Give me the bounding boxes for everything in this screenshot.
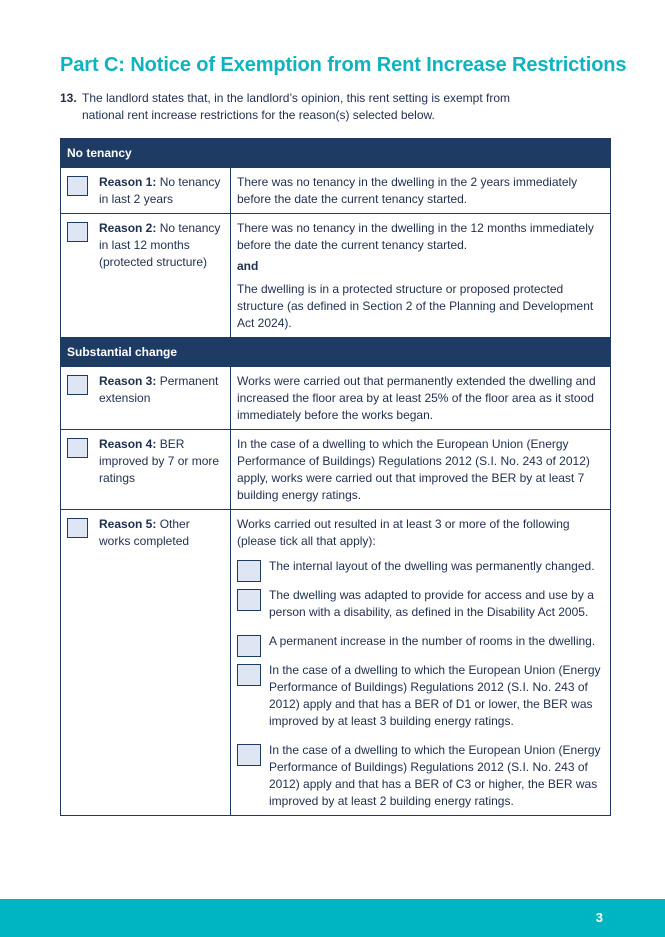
section-header-no-tenancy — [61, 139, 611, 168]
reason-5-name: Reason 5: — [99, 517, 157, 531]
section-header-substantial-change — [61, 338, 611, 367]
reason-3-name: Reason 3: — [99, 374, 157, 388]
option-label: In the case of a dwelling to which the European Union (Energy Performance of Buildings) Regulations 2012 (S.I. No. 243 of 2012) apply and that has a BER of C3 or higher, the BER was improved by at least 2 building energy ratings. — [269, 743, 601, 808]
option-checkbox[interactable] — [237, 589, 261, 611]
reason-3-row — [61, 367, 611, 430]
option-checkbox[interactable] — [237, 664, 261, 686]
reason-2-description-cell — [231, 214, 611, 338]
option-checkbox[interactable] — [237, 744, 261, 766]
section-heading: No tenancy — [61, 139, 611, 168]
reason-3-cell — [61, 367, 231, 430]
reason-5-option-disability-access — [237, 587, 604, 621]
reason-2-cell — [61, 214, 231, 338]
reason-2-checkbox[interactable] — [67, 222, 88, 242]
reason-3-label: Permanent extension — [99, 374, 219, 405]
reason-2-description-2: The dwelling is in a protected structure or proposed protected structure (as defined in Section 2 of the Planning and Development Act 2024). — [237, 282, 594, 330]
exemption-table — [60, 138, 611, 816]
reason-1-description: There was no tenancy in the dwelling in the 2 years immediately before the date the current tenancy started. — [231, 168, 611, 214]
reason-5-row — [61, 510, 611, 816]
question-text: The landlord states that, in the landlord’s opinion, this rent setting is exempt from national rent increase restrictions for the reason(s) selected below. — [82, 91, 511, 122]
reason-5-description: Works carried out resulted in at least 3 or more of the following (please tick all that apply): — [237, 517, 570, 548]
reason-4-row — [61, 430, 611, 510]
reason-5-checkbox[interactable] — [67, 518, 88, 538]
option-checkbox[interactable] — [237, 635, 261, 657]
reason-5-option-ber-c3 — [237, 742, 604, 810]
reason-4-checkbox[interactable] — [67, 438, 88, 458]
reason-3-checkbox[interactable] — [67, 375, 88, 395]
reason-5-option-internal-layout — [237, 558, 604, 575]
reason-1-name: Reason 1: — [99, 175, 157, 189]
reason-2-and: and — [237, 259, 259, 273]
reason-2-description-1: There was no tenancy in the dwelling in the 12 months immediately before the date the current tenancy started. — [237, 221, 594, 252]
option-label: In the case of a dwelling to which the European Union (Energy Performance of Buildings) Regulations 2012 (S.I. No. 243 of 2012) apply and that has a BER of D1 or lower, the BER was improved by at least 3 building energy ratings. — [269, 663, 601, 728]
reason-1-checkbox[interactable] — [67, 176, 88, 196]
section-heading: Substantial change — [61, 338, 611, 367]
question-13 — [60, 90, 540, 124]
reason-2-row — [61, 214, 611, 338]
reason-5-cell — [61, 510, 231, 816]
option-label: A permanent increase in the number of rooms in the dwelling. — [269, 634, 596, 648]
reason-3-description: Works were carried out that permanently extended the dwelling and increased the floor area by at least 25% of the floor area as it stood immediately before the works began. — [231, 367, 611, 430]
option-label: The internal layout of the dwelling was permanently changed. — [269, 559, 595, 573]
reason-1-cell — [61, 168, 231, 214]
option-checkbox[interactable] — [237, 560, 261, 582]
reason-4-name: Reason 4: — [99, 437, 157, 451]
reason-5-label: Other works completed — [99, 517, 190, 548]
reason-2-name: Reason 2: — [99, 221, 157, 235]
footer-bar — [0, 899, 665, 937]
option-label: The dwelling was adapted to provide for access and use by a person with a disability, as defined in the Disability Act 2005. — [269, 588, 594, 619]
page-title: Part C: Notice of Exemption from Rent Increase Restrictions — [60, 54, 627, 76]
reason-5-description-cell — [231, 510, 611, 816]
reason-5-options — [237, 558, 604, 810]
reason-4-description: In the case of a dwelling to which the European Union (Energy Performance of Buildings) Regulations 2012 (S.I. No. 243 of 2012) apply, works were carried out that improved the BER by at least 7 building energy ratings. — [231, 430, 611, 510]
page-number: 3 — [595, 910, 603, 925]
question-number: 13. — [60, 91, 77, 105]
reason-2-label: No tenancy in last 12 months (protected structure) — [99, 221, 221, 269]
reason-4-cell — [61, 430, 231, 510]
reason-4-label: BER improved by 7 or more ratings — [99, 437, 220, 485]
reason-5-option-ber-d1 — [237, 662, 604, 730]
reason-5-option-rooms-increase — [237, 633, 604, 650]
reason-1-label: No tenancy in last 2 years — [99, 175, 221, 206]
reason-1-row — [61, 168, 611, 214]
